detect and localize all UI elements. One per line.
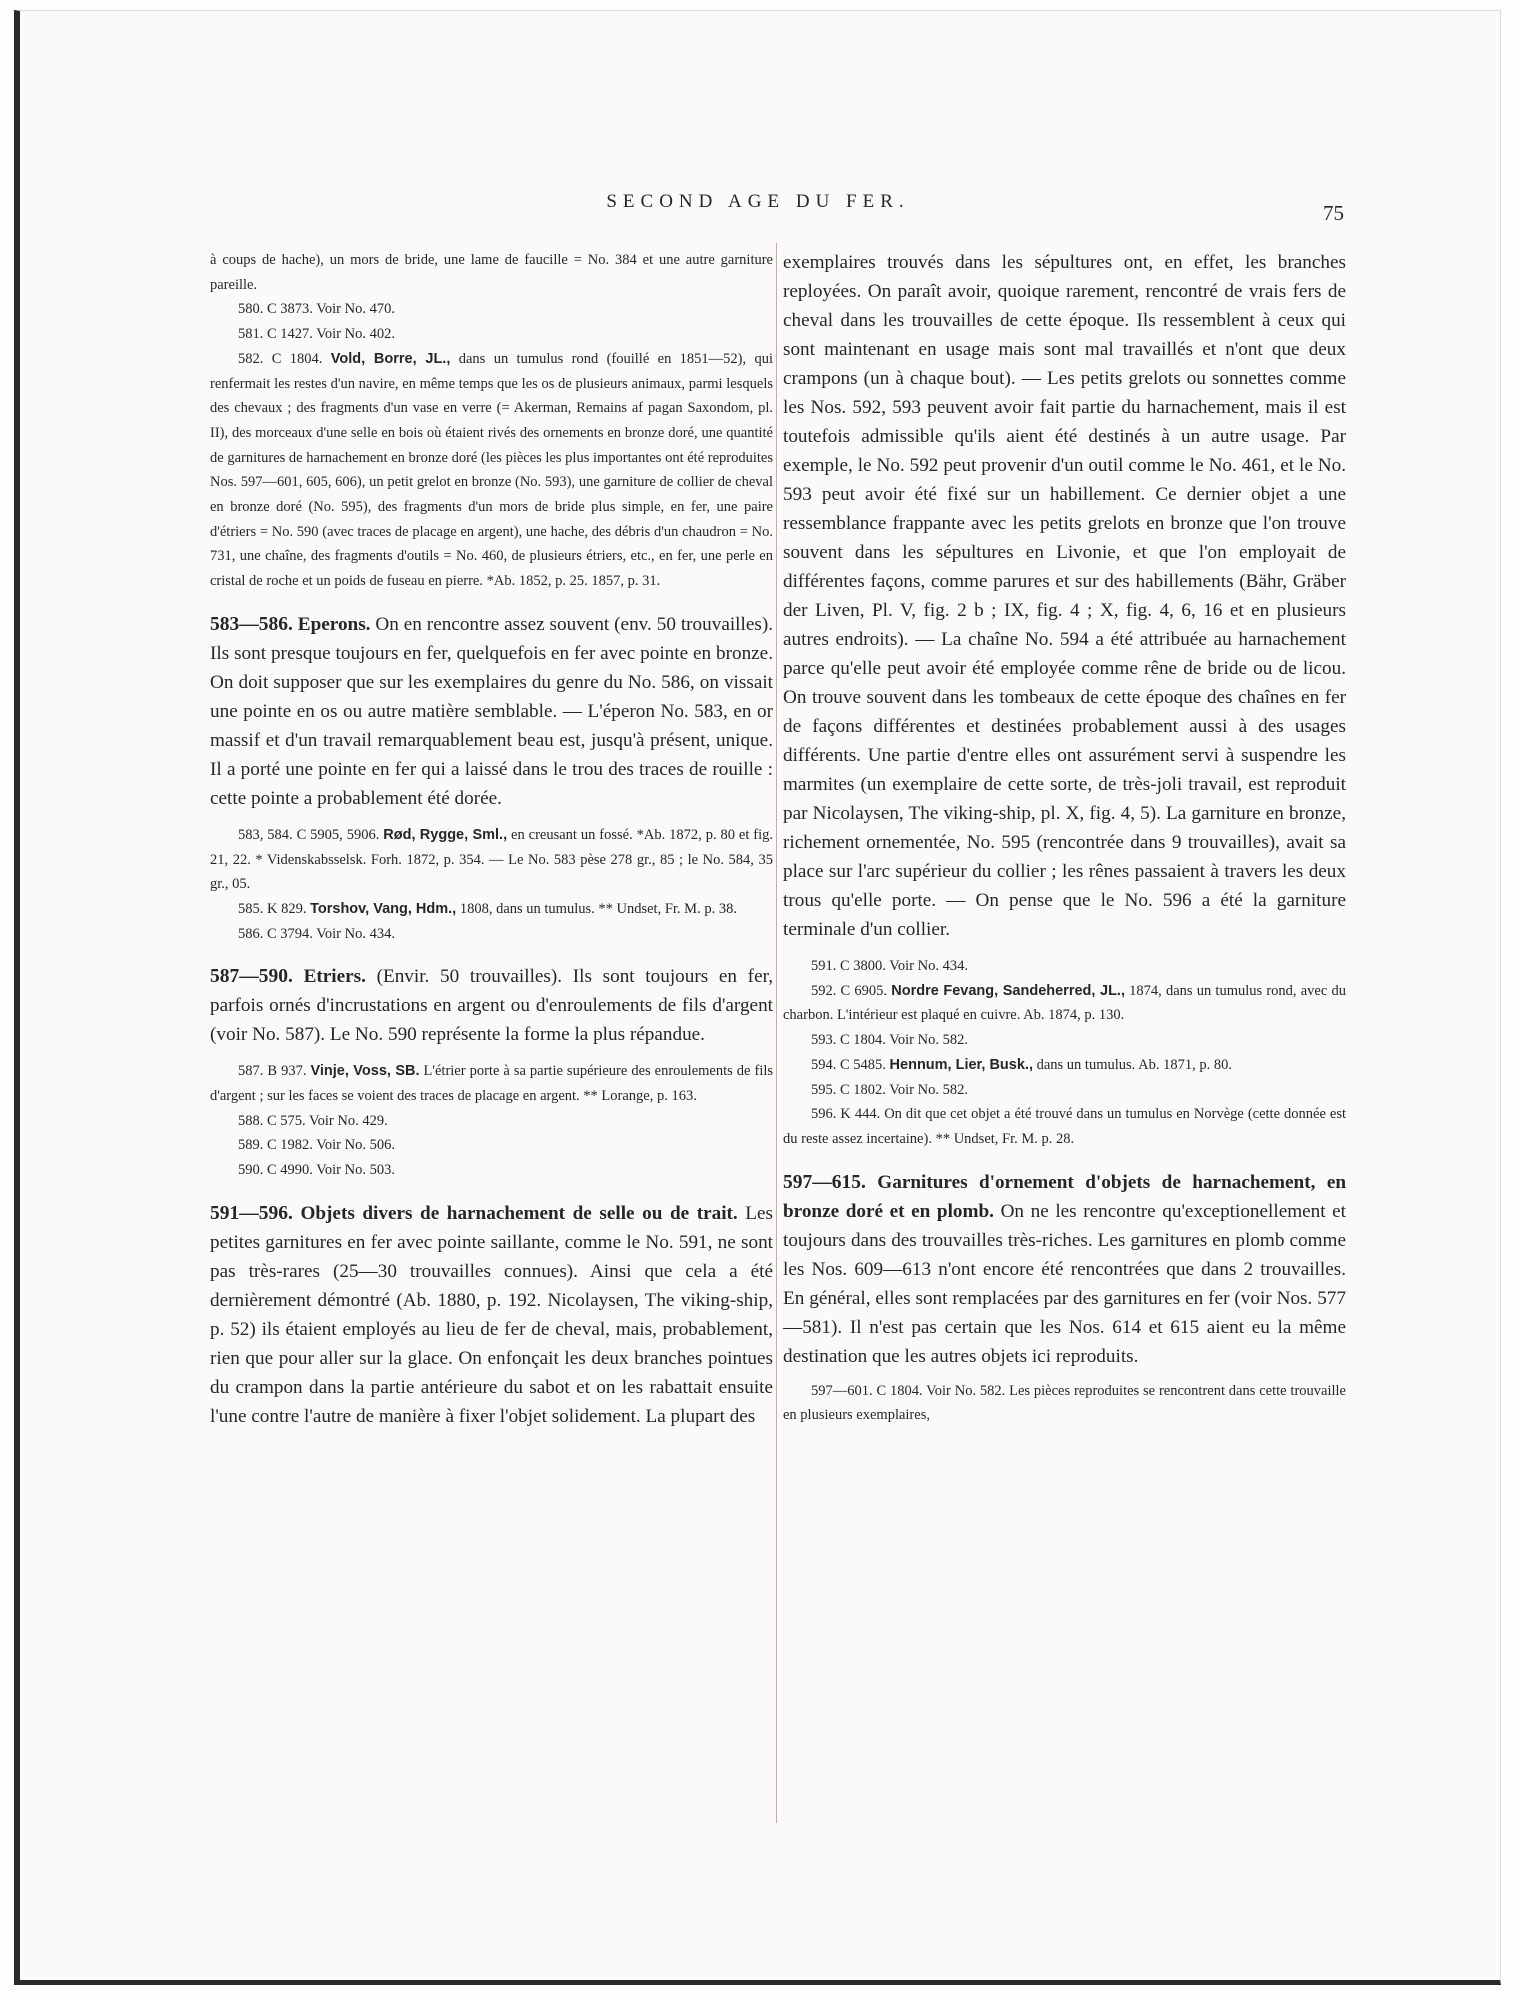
section-587-number: 587—590. <box>210 966 293 988</box>
entry-585 <box>210 897 773 922</box>
entry-587-text: L'étrier porte à sa partie supérieure des enroulements de fils d'argent ; sur les faces se voient des traces de placage en argent. ** Lorange, p. 163. <box>210 1063 774 1105</box>
entry-592 <box>783 979 1346 1028</box>
entry-588: 588. C 575. Voir No. 429. <box>238 1112 388 1129</box>
entry-591: 591. C 3800. Voir No. 434. <box>811 958 968 974</box>
entry-594 <box>783 1053 1346 1078</box>
entry-594-text: dans un tumulus. Ab. 1871, p. 80. <box>1036 1056 1232 1073</box>
entry-585-locality: Torshov, Vang, Hdm., <box>310 900 457 917</box>
page-number: 75 <box>1323 201 1344 225</box>
section-587-title: Etriers. <box>303 966 366 988</box>
section-591-continuation: exemplaires trouvés dans les sépultures ont, en effet, les branches reployées. On paraît avoir, quoique rarement, rencontré de vrais fers de cheval dans les trouvailles de cette époque. Ils ressemblent à ceux qui sont maintenant en usage mais sont mal travaillés et n'ont que deux crampons (un à chaque bout). — Les petits grelots ou sonnettes comme les Nos. 592, 593 peuvent avoir fait partie du harnachement, mais il est toutefois admissible qu'ils aient été destinés à un autre usage. Par exemple, le No. 592 peut provenir d'un outil comme le No. 461, et le No. 593 peut avoir été fixé sur un habillement. Ce dernier objet a une ressemblance frappante avec les petits grelots en bronze que l'on trouve souvent dans les sépultures en Livonie, et que l'on employait de différentes façons, comme parures et sur des habillements (Bähr, Gräber der Liven, Pl. V, fig. 2 b ; IX, fig. 4 ; X, fig. 4, 6, 16 et en plusieurs autres endroits). — La chaîne No. 594 a été attribuée au harnachement parce qu'elle peut avoir été employée comme rêne de bride ou de licou. On trouve souvent dans les tombeaux de cette époque des chaînes en fer de façons différentes et destinées probablement aussi à des usages différents. Une partie d'entre elles ont assurément servi à suspendre les marmites (un exemplaire de cette sorte, de très-joli travail, est reproduit par Nicolaysen, The viking-ship, pl. X, fig. 4, 5). La garniture en bronze, richement ornementée, No. 595 (rencontrée dans 9 trouvailles), avait sa place sur l'arc supérieur du collier ; les rênes passaient à travers les deux trous qu'elle porte. — On pense que le No. 596 a été la garniture terminale d'un collier. <box>783 252 1346 940</box>
entry-582-ref: 582. C 1804. <box>238 350 323 367</box>
entry-580: 580. C 3873. Voir No. 470. <box>238 301 395 318</box>
section-591-title: Objets divers de harnachement de selle ou de trait. <box>300 1202 738 1224</box>
entry-593: 593. C 1804. Voir No. 582. <box>811 1032 968 1049</box>
entry-583-584 <box>210 823 773 897</box>
section-583-title: Eperons. <box>297 613 371 635</box>
column-divider <box>776 243 777 1823</box>
entry-582-locality: Vold, Borre, JL., <box>330 350 451 367</box>
section-583-number: 583—586. <box>210 613 293 635</box>
entry-587 <box>210 1059 773 1108</box>
section-591-number: 591—596. <box>210 1202 293 1224</box>
entry-597-601: 597—601. C 1804. Voir No. 582. Les pièces reproduites se rencontrent dans cette trouvaille en plusieurs exemplaires, <box>783 1382 1346 1424</box>
section-587-590 <box>210 962 773 1049</box>
entry-596: 596. K 444. On dit que cet objet a été trouvé dans un tumulus en Norvège (cette donnée est du reste assez incertaine). ** Undset, Fr. M. p. 28. <box>783 1106 1346 1147</box>
entry-582-text: dans un tumulus rond (fouillé en 1851—52), qui renfermait les restes d'un navire, en même temps que les os de plusieurs animaux, parmi lesquels des chevaux ; des fragments d'un vase en verre (= Akerman, Remains af pagan Saxondom, pl. II), des morceaux d'une selle en bois où étaient rivés des ornements en bronze doré, une quantité de garnitures de harnachement en bronze doré (les pièces les plus importantes ont été reproduites Nos. 597—601, 605, 606), un petit grelot en bronze (No. 593), une garniture de collier de cheval en bronze doré (No. 595), des fragments d'un mors de bride plus simple, en fer, une paire d'étriers = No. 590 (avec traces de placage en argent), une hache, des débris d'un chaudron = No. 731, une chaîne, des fragments d'outils = No. 460, de plusieurs étriers, etc., en fer, une perle en cristal de roche et un poids de fuseau en pierre. *Ab. 1852, p. 25. 1857, p. 31. <box>210 350 774 590</box>
entry-583-locality: Rød, Rygge, Sml., <box>383 826 508 843</box>
section-583-586 <box>210 610 773 813</box>
entry-585-text: 1808, dans un tumulus. ** Undset, Fr. M. p. 38. <box>459 900 737 917</box>
entry-594-locality: Hennum, Lier, Busk., <box>889 1056 1033 1073</box>
section-583-body: On en rencontre assez souvent (env. 50 trouvailles). Ils sont presque toujours en fer, quelquefois en fer avec pointe en bronze. On doit supposer que sur les exemplaires du genre du No. 586, on vissait une pointe en os ou autre matière semblable. — L'éperon No. 583, en or massif et d'un travail remarquablement beau est, jusqu'à présent, unique. Il a porté une pointe en fer qui a laissé dans le trou des traces de rouille : cette pointe a probablement été dorée. <box>210 613 774 809</box>
entry-587-ref: 587. B 937. <box>238 1063 307 1080</box>
entry-586: 586. C 3794. Voir No. 434. <box>238 925 395 942</box>
entry-581: 581. C 1427. Voir No. 402. <box>238 326 395 343</box>
section-591-body: Les petites garnitures en fer avec pointe saillante, comme le No. 591, ne sont pas très-rares (25—30 trouvailles connues). Ainsi que cela a été dernièrement démontré (Ab. 1880, p. 192. Nicolaysen, The viking-ship, p. 52) ils étaient employés au lieu de fer de cheval, mais, probablement, rien que pour aller sur la glace. On enfonçait les deux branches pointues du crampon dans la partie antérieure du sabot et on les rabattait ensuite l'une contre l'autre de manière à fixer l'objet solidement. La plupart des <box>210 1202 773 1427</box>
section-597-615 <box>783 1168 1346 1371</box>
entry-585-ref: 585. K 829. <box>238 900 307 917</box>
entry-583-text: en creusant un fossé. *Ab. 1872, p. 80 et fig. 21, 22. * Videnskabsselsk. Forh. 1872, p. 354. — Le No. 583 pèse 278 gr., 85 ; le No. 584, 35 gr., 05. <box>210 826 774 893</box>
entry-587-locality: Vinje, Voss, SB. <box>310 1063 420 1080</box>
section-591-596 <box>210 1199 773 1431</box>
entry-continuation: à coups de hache), un mors de bride, une lame de faucille = No. 384 et une autre garniture pareille. <box>210 252 773 293</box>
entry-583-ref: 583, 584. C 5905, 5906. <box>238 826 380 843</box>
section-587-body: (Envir. 50 trouvailles). Ils sont toujours en fer, parfois ornés d'incrustations en argent ou d'enroulements de fils d'argent (voir No. 587). Le No. 590 représente la forme la plus répandue. <box>210 966 774 1046</box>
section-597-number: 597—615. <box>783 1171 866 1193</box>
running-title: SECOND AGE DU FER. <box>606 191 910 212</box>
left-column <box>210 248 773 1431</box>
entry-595: 595. C 1802. Voir No. 582. <box>811 1081 968 1098</box>
entry-594-ref: 594. C 5485. <box>811 1056 886 1073</box>
section-597-body: On ne les rencontre qu'exceptionellement et toujours dans des trouvailles très-riches. Les garnitures en plomb comme les Nos. 609—613 n'ont encore été rencontrées que dans 2 trouvailles. En général, elles sont remplacées par des garnitures en fer (voir Nos. 577—581). Il n'est pas certain que les Nos. 614 et 615 aient eu la même destination que les autres objets ici reproduits. <box>783 1200 1347 1367</box>
entry-592-text: 1874, dans un tumulus rond, avec du charbon. L'intérieur est plaqué en cuivre. Ab. 1874, p. 130. <box>783 982 1346 1024</box>
entry-589: 589. C 1982. Voir No. 506. <box>238 1137 395 1154</box>
right-column <box>783 248 1346 1428</box>
entry-592-ref: 592. C 6905. <box>811 982 888 999</box>
entry-590: 590. C 4990. Voir No. 503. <box>238 1162 395 1179</box>
entry-582 <box>210 347 773 594</box>
entry-592-locality: Nordre Fevang, Sandeherred, JL., <box>891 982 1125 999</box>
section-597-title: Garnitures d'ornement d'objets de harnachement, en bronze doré et en plomb. <box>783 1171 1347 1222</box>
